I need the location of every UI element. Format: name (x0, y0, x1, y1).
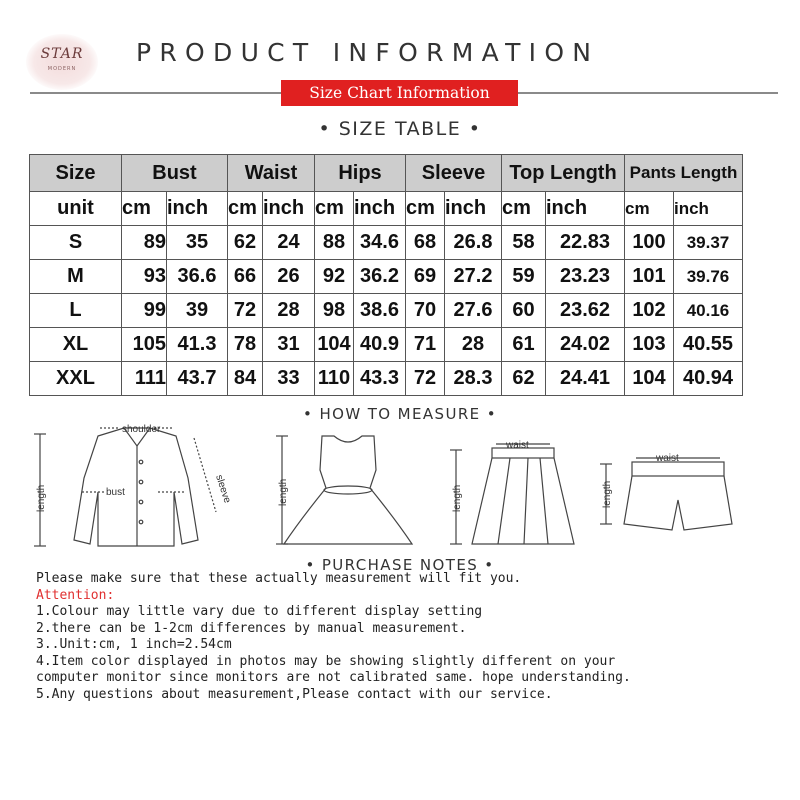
data-cell: 104 (625, 362, 674, 396)
data-cell: 28 (445, 328, 502, 362)
size-cell: XL (30, 328, 122, 362)
divider-right (518, 92, 778, 94)
data-cell: 39.76 (674, 260, 743, 294)
data-cell: 36.6 (167, 260, 228, 294)
note-item: 2.there can be 1-2cm differences by manual measurement. (36, 620, 467, 636)
unit-cell: cm (122, 192, 167, 226)
header-cell: Hips (315, 155, 406, 192)
data-cell: 28.3 (445, 362, 502, 396)
data-cell: 39 (167, 294, 228, 328)
data-cell: 88 (315, 226, 354, 260)
unit-cell: inch (354, 192, 406, 226)
size-chart-banner: Size Chart Information (281, 80, 518, 106)
data-cell: 24.41 (546, 362, 625, 396)
data-cell: 62 (502, 362, 546, 396)
notes-intro: Please make sure that these actually measurement will fit you. (36, 571, 522, 586)
data-cell: 24 (263, 226, 315, 260)
data-cell: 60 (502, 294, 546, 328)
size-cell: M (30, 260, 122, 294)
data-cell: 70 (406, 294, 445, 328)
unit-cell: cm (228, 192, 263, 226)
jacket-length-label: length (36, 484, 47, 512)
data-cell: 35 (167, 226, 228, 260)
data-cell: 92 (315, 260, 354, 294)
header-cell: Top Length (502, 155, 625, 192)
data-cell: 71 (406, 328, 445, 362)
how-to-measure-heading: • HOW TO MEASURE • (303, 405, 497, 423)
data-cell: 61 (502, 328, 546, 362)
data-cell: 110 (315, 362, 354, 396)
attention-label: Attention: (36, 587, 115, 603)
data-cell: 99 (122, 294, 167, 328)
measurement-diagrams (20, 420, 780, 555)
data-cell: 27.6 (445, 294, 502, 328)
shoulder-label: shoulder (122, 424, 161, 435)
data-cell: 78 (228, 328, 263, 362)
logo-text: STAR (40, 46, 84, 62)
note-item: 4.Item color displayed in photos may be showing slightly different on your (36, 653, 616, 669)
data-cell: 39.37 (674, 226, 743, 260)
data-cell: 98 (315, 294, 354, 328)
data-cell: 105 (122, 328, 167, 362)
data-cell: 72 (228, 294, 263, 328)
data-cell: 103 (625, 328, 674, 362)
data-cell: 26.8 (445, 226, 502, 260)
size-cell: XXL (30, 362, 122, 396)
size-table (29, 154, 743, 396)
bust-label: bust (106, 487, 125, 498)
data-cell: 43.3 (354, 362, 406, 396)
data-cell: 59 (502, 260, 546, 294)
data-cell: 26 (263, 260, 315, 294)
table-row (30, 226, 743, 260)
skirt-length-label: length (452, 484, 463, 512)
dress-length-label: length (278, 478, 289, 506)
data-cell: 23.23 (546, 260, 625, 294)
data-cell: 68 (406, 226, 445, 260)
size-table-heading: • SIZE TABLE • (318, 118, 482, 140)
note-item: computer monitor since monitors are not calibrated same. hope understanding. (36, 670, 631, 685)
divider-left (30, 92, 282, 94)
jacket-diagram (34, 428, 216, 546)
page-title: PRODUCT INFORMATION (136, 38, 600, 67)
data-cell: 34.6 (354, 226, 406, 260)
data-cell: 40.94 (674, 362, 743, 396)
skirt-waist-label: waist (506, 440, 529, 451)
data-cell: 72 (406, 362, 445, 396)
data-cell: 58 (502, 226, 546, 260)
header-cell: Sleeve (406, 155, 502, 192)
data-cell: 101 (625, 260, 674, 294)
unit-cell: unit (30, 192, 122, 226)
data-cell: 111 (122, 362, 167, 396)
data-cell: 40.9 (354, 328, 406, 362)
data-cell: 40.55 (674, 328, 743, 362)
brand-logo (26, 34, 98, 90)
unit-cell: inch (546, 192, 625, 226)
dress-diagram (276, 436, 412, 544)
data-cell: 23.62 (546, 294, 625, 328)
data-cell: 24.02 (546, 328, 625, 362)
data-cell: 102 (625, 294, 674, 328)
table-header-row (30, 155, 743, 192)
shorts-length-label: length (602, 480, 613, 508)
unit-cell: inch (263, 192, 315, 226)
data-cell: 62 (228, 226, 263, 260)
data-cell: 28 (263, 294, 315, 328)
unit-cell: cm (315, 192, 354, 226)
data-cell: 69 (406, 260, 445, 294)
size-cell: L (30, 294, 122, 328)
unit-cell: cm (502, 192, 546, 226)
data-cell: 36.2 (354, 260, 406, 294)
data-cell: 22.83 (546, 226, 625, 260)
table-row (30, 294, 743, 328)
data-cell: 104 (315, 328, 354, 362)
note-item: 1.Colour may little vary due to different display setting (36, 604, 483, 619)
data-cell: 89 (122, 226, 167, 260)
data-cell: 43.7 (167, 362, 228, 396)
header-cell: Bust (122, 155, 228, 192)
data-cell: 84 (228, 362, 263, 396)
data-cell: 31 (263, 328, 315, 362)
table-row (30, 328, 743, 362)
data-cell: 100 (625, 226, 674, 260)
header-cell: Size (30, 155, 122, 192)
sleeve-label: sleeve (213, 473, 233, 505)
purchase-notes-heading: • PURCHASE NOTES • (305, 556, 495, 574)
data-cell: 33 (263, 362, 315, 396)
unit-cell: inch (674, 192, 743, 226)
skirt-diagram (450, 444, 574, 544)
note-item: 3..Unit:cm, 1 inch=2.54cm (36, 637, 232, 652)
shorts-waist-label: waist (656, 453, 679, 464)
purchase-notes (36, 571, 631, 703)
data-cell: 41.3 (167, 328, 228, 362)
note-item: 5.Any questions about measurement,Please contact with our service. (36, 686, 553, 702)
data-cell: 66 (228, 260, 263, 294)
unit-cell: inch (445, 192, 502, 226)
header-cell: Waist (228, 155, 315, 192)
unit-cell: cm (625, 192, 674, 226)
shorts-diagram (600, 458, 732, 530)
data-cell: 38.6 (354, 294, 406, 328)
logo-subtext: MODERN (47, 66, 77, 72)
unit-cell: cm (406, 192, 445, 226)
table-row (30, 362, 743, 396)
data-cell: 93 (122, 260, 167, 294)
size-cell: S (30, 226, 122, 260)
data-cell: 40.16 (674, 294, 743, 328)
table-row (30, 260, 743, 294)
data-cell: 27.2 (445, 260, 502, 294)
unit-cell: inch (167, 192, 228, 226)
header-cell: Pants Length (625, 155, 743, 192)
unit-row (30, 192, 743, 226)
